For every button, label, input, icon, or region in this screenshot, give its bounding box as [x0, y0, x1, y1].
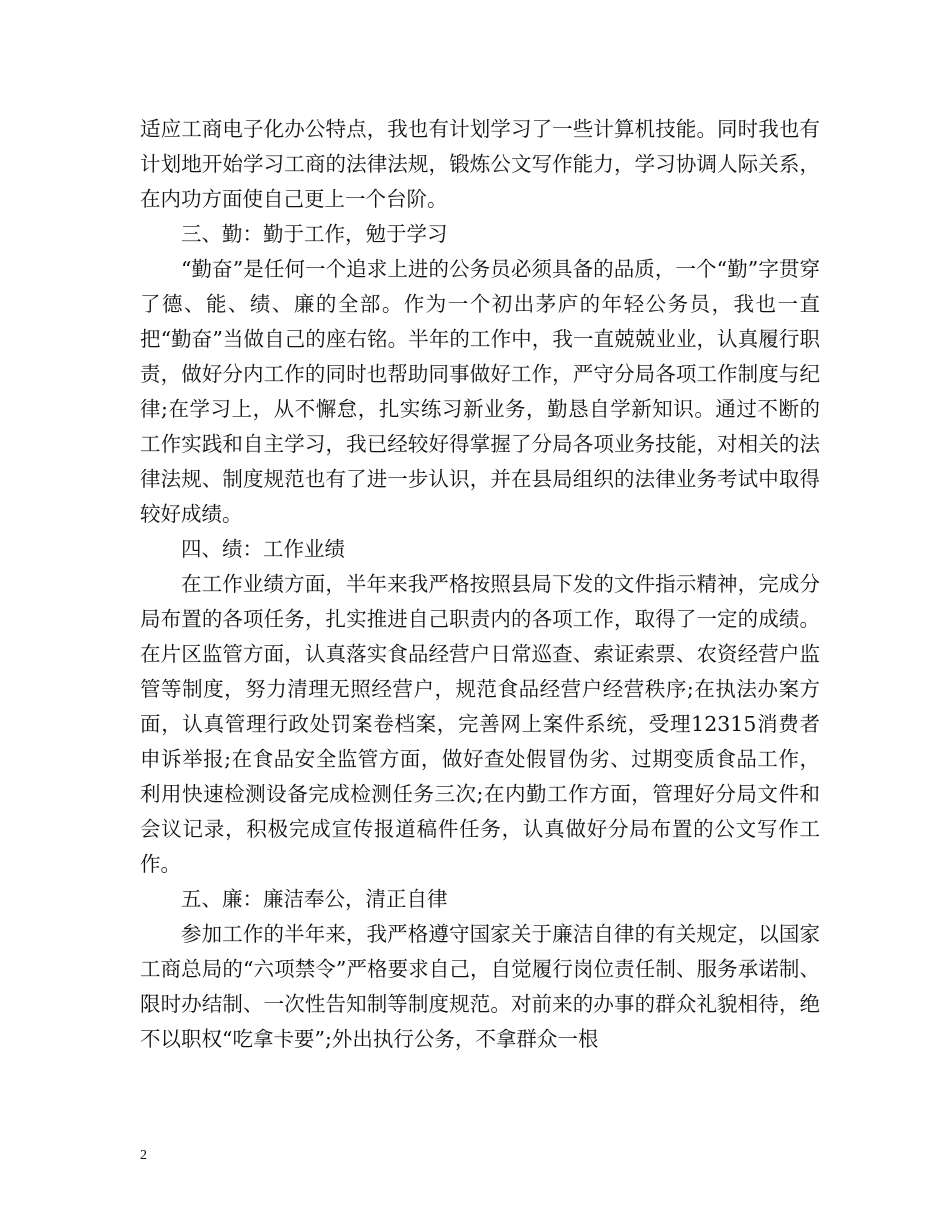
paragraph-1: 适应工商电子化办公特点，我也有计划学习了一些计算机技能。同时我也有计划地开始学习工商的法律法规，锻炼公文写作能力，学习协调人际关系，在内功方面使自己更上一个台阶。	[140, 117, 820, 211]
document-body	[140, 112, 820, 1057]
paragraph-3: 在工作业绩方面，半年来我严格按照县局下发的文件指示精神，完成分局布置的各项任务，扎实推进自己职责内的各项工作，取得了一定的成绩。在片区监管方面，认真落实食品经营户日常巡查、索证索票、农资经营户监管等制度，努力清理无照经营户，规范食品经营户经营秩序;在执法办案方面，认真管理行政处罚案卷档案，完善网上案件系统，受理12315消费者申诉举报;在食品安全监管方面，做好查处假冒伪劣、过期变质食品工作，利用快速检测设备完成检测任务三次;在内勤工作方面，管理好分局文件和会议记录，积极完成宣传报道稿件任务，认真做好分局布置的公文写作工作。	[140, 572, 820, 876]
paragraph-4: 参加工作的半年来，我严格遵守国家关于廉洁自律的有关规定，以国家工商总局的“六项禁令”严格要求自己，自觉履行岗位责任制、服务承诺制、限时办结制、一次性告知制等制度规范。对前来的办事的群众礼貌相待，绝不以职权“吃拿卡要”;外出执行公务，不拿群众一根	[140, 922, 820, 1051]
page-number: 2	[140, 1148, 147, 1163]
section-heading-4: 四、绩：工作业绩	[181, 537, 345, 561]
section-heading-3: 三、勤：勤于工作，勉于学习	[181, 222, 448, 246]
paragraph-2: “勤奋”是任何一个追求上进的公务员必须具备的品质，一个“勤”字贯穿了德、能、绩、廉的全部。作为一个初出茅庐的年轻公务员，我也一直把“勤奋”当做自己的座右铭。半年的工作中，我一直兢兢业业，认真履行职责，做好分内工作的同时也帮助同事做好工作，严守分局各项工作制度与纪律;在学习上，从不懈怠，扎实练习新业务，勤恳自学新知识。通过不断的工作实践和自主学习，我已经较好得掌握了分局各项业务技能，对相关的法律法规、制度规范也有了进一步认识，并在县局组织的法律业务考试中取得较好成绩。	[140, 257, 820, 526]
section-heading-5: 五、廉：廉洁奉公，清正自律	[181, 887, 448, 911]
